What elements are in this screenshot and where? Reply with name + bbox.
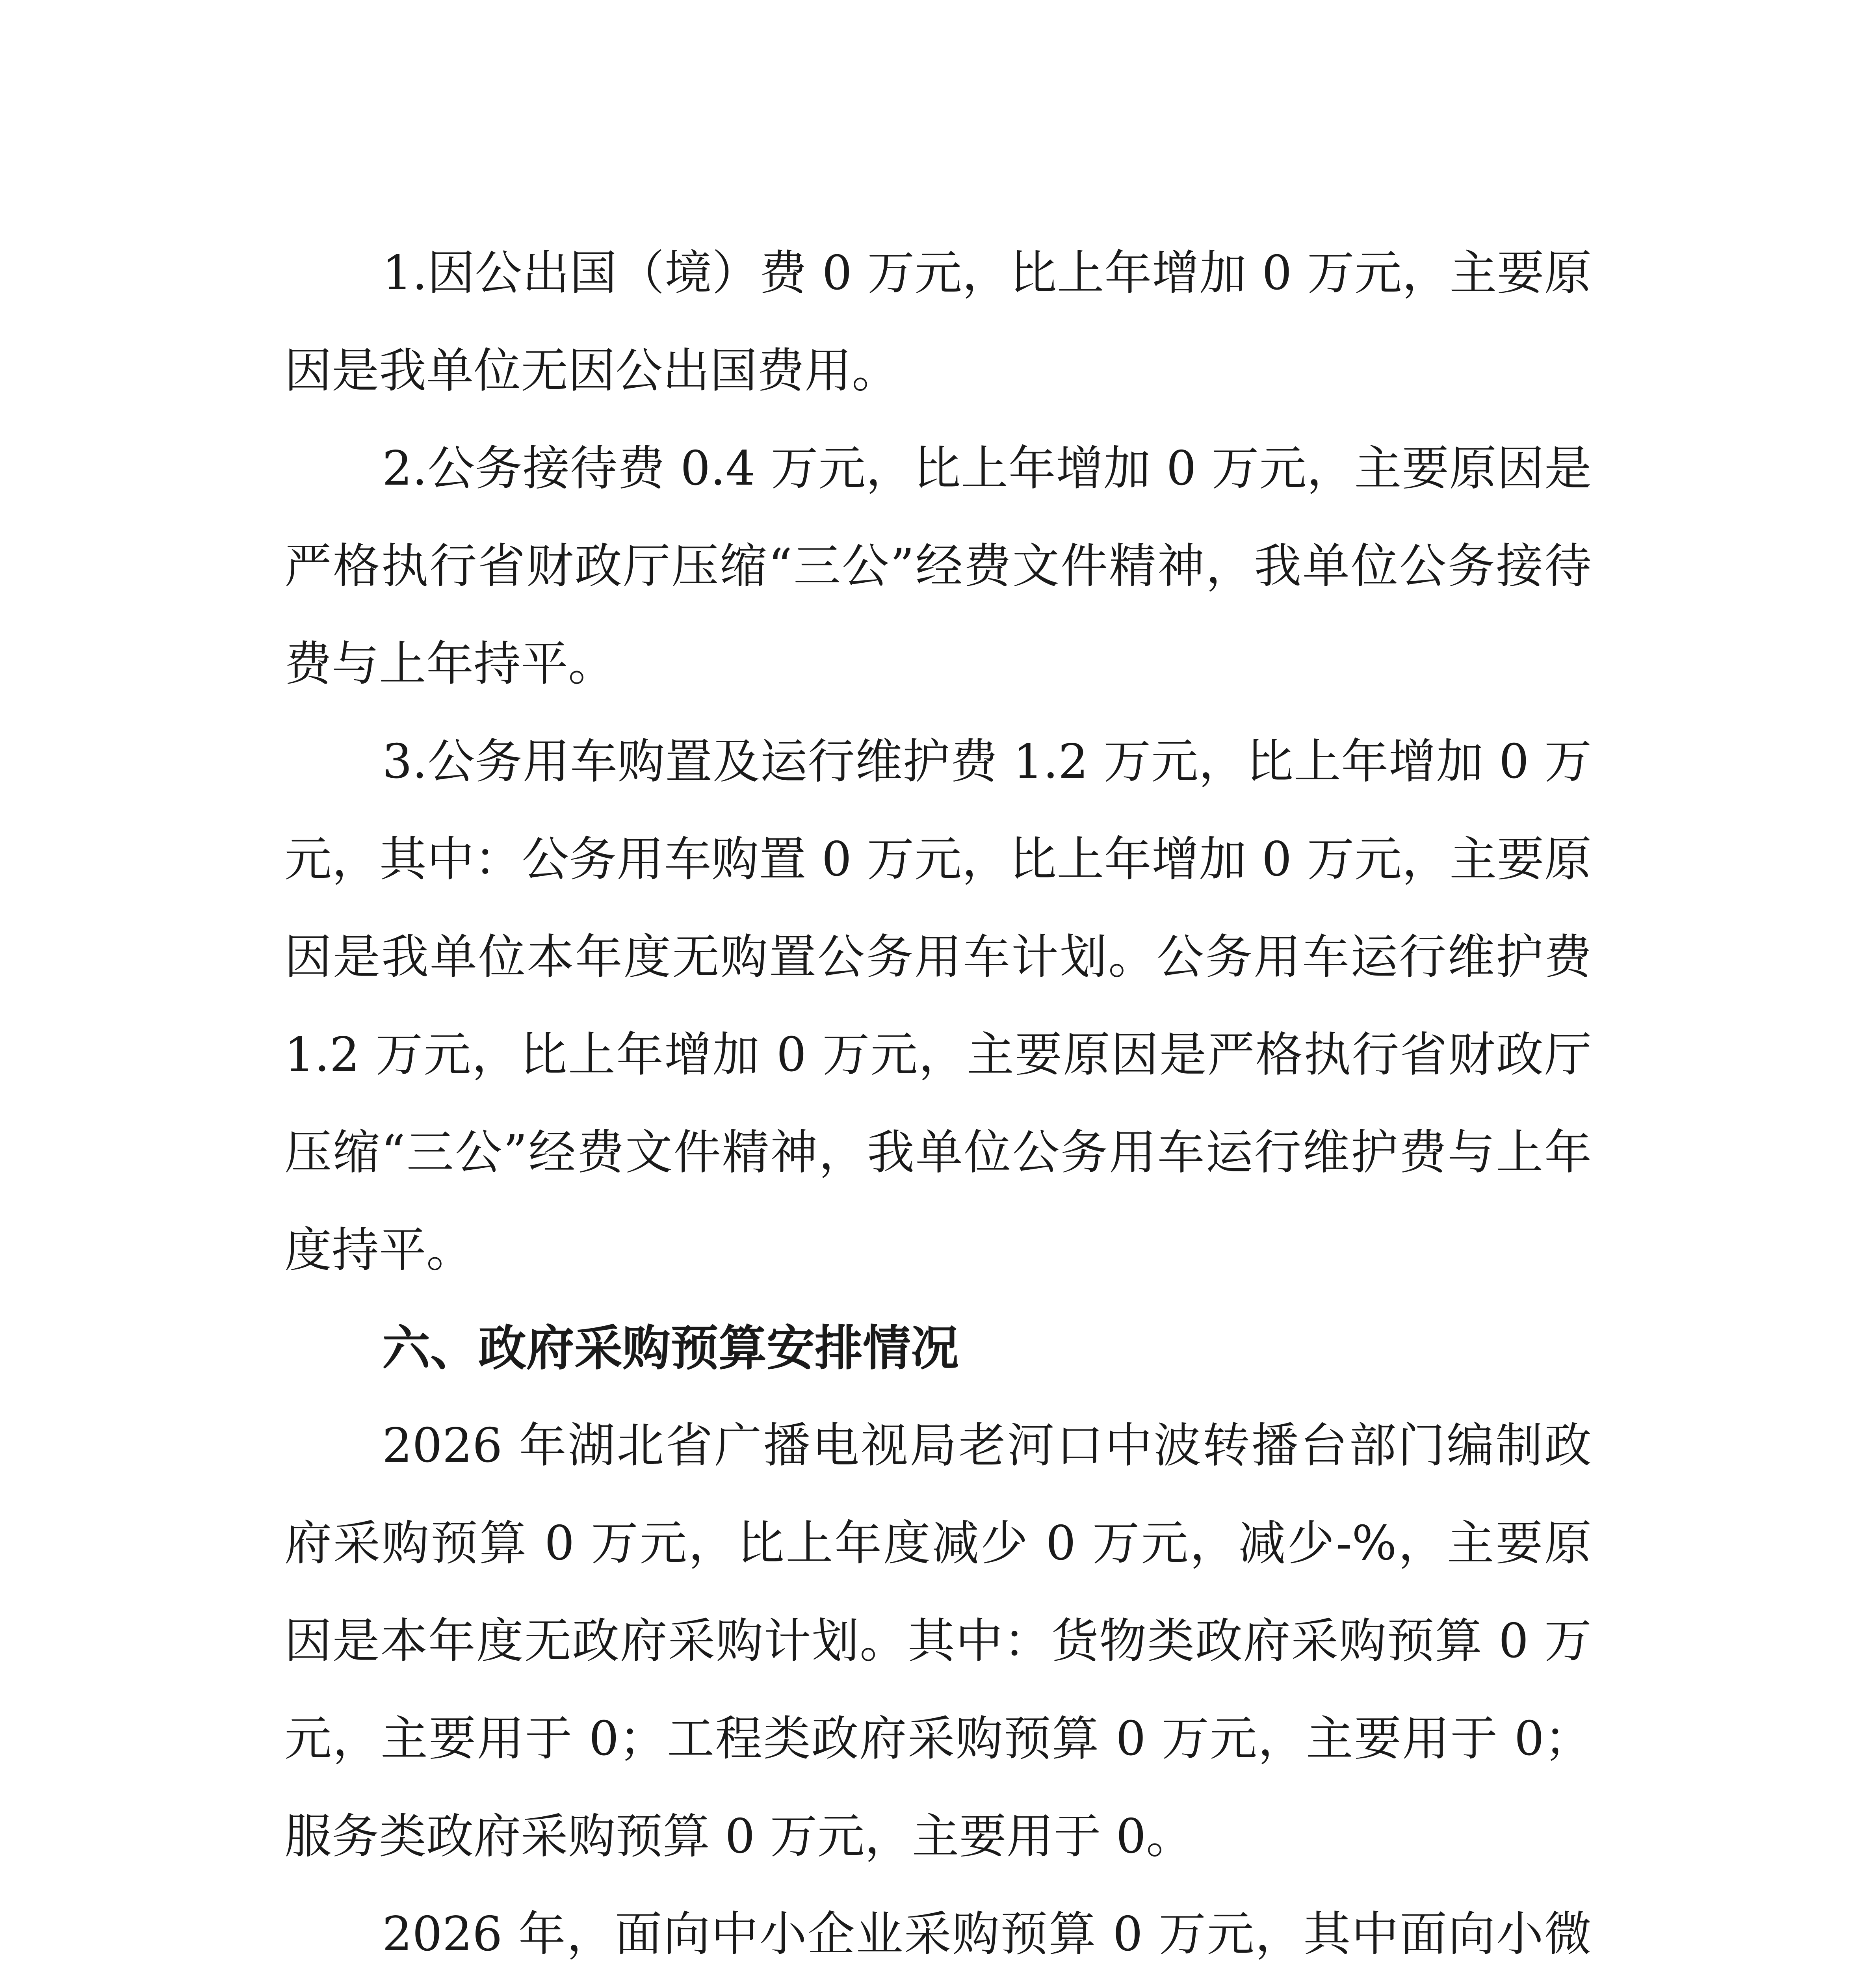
document-body <box>284 225 1592 1970</box>
paragraph-reception-expense: 2.公务接待费 0.4 万元，比上年增加 0 万元，主要原因是严格执行省财政厅压缩“三公”经费文件精神，我单位公务接待费与上年持平。 <box>284 441 1592 691</box>
paragraph-procurement-budget: 2026 年湖北省广播电视局老河口中波转播台部门编制政府采购预算 0 万元，比上年度减少 0 万元，减少-%，主要原因是本年度无政府采购计划。其中：货物类政府采购预算 0 万元，主要用于 0；工程类政府采购预算 0 万元，主要用于 0；服务类政府采购预算 0 万元，主要用于 0。 <box>284 1418 1592 1864</box>
section-heading-procurement: 六、政府采购预算安排情况 <box>382 1320 959 1376</box>
paragraph-sme-procurement: 2026 年，面向中小企业采购预算 0 万元，其中面向小微 <box>382 1907 1592 1962</box>
paragraph-vehicle-expense: 3.公务用车购置及运行维护费 1.2 万元，比上年增加 0 万元，其中：公务用车购置 0 万元，比上年增加 0 万元，主要原因是我单位本年度无购置公务用车计划。公务用车运行维护费 1.2 万元，比上年增加 0 万元，主要原因是严格执行省财政厅压缩“三公”经费文件精神，我单位公务用车运行维护费与上年度持平。 <box>284 734 1592 1278</box>
paragraph-overseas-travel-expense: 1.因公出国（境）费 0 万元，比上年增加 0 万元，主要原因是我单位无因公出国费用。 <box>284 246 1592 398</box>
